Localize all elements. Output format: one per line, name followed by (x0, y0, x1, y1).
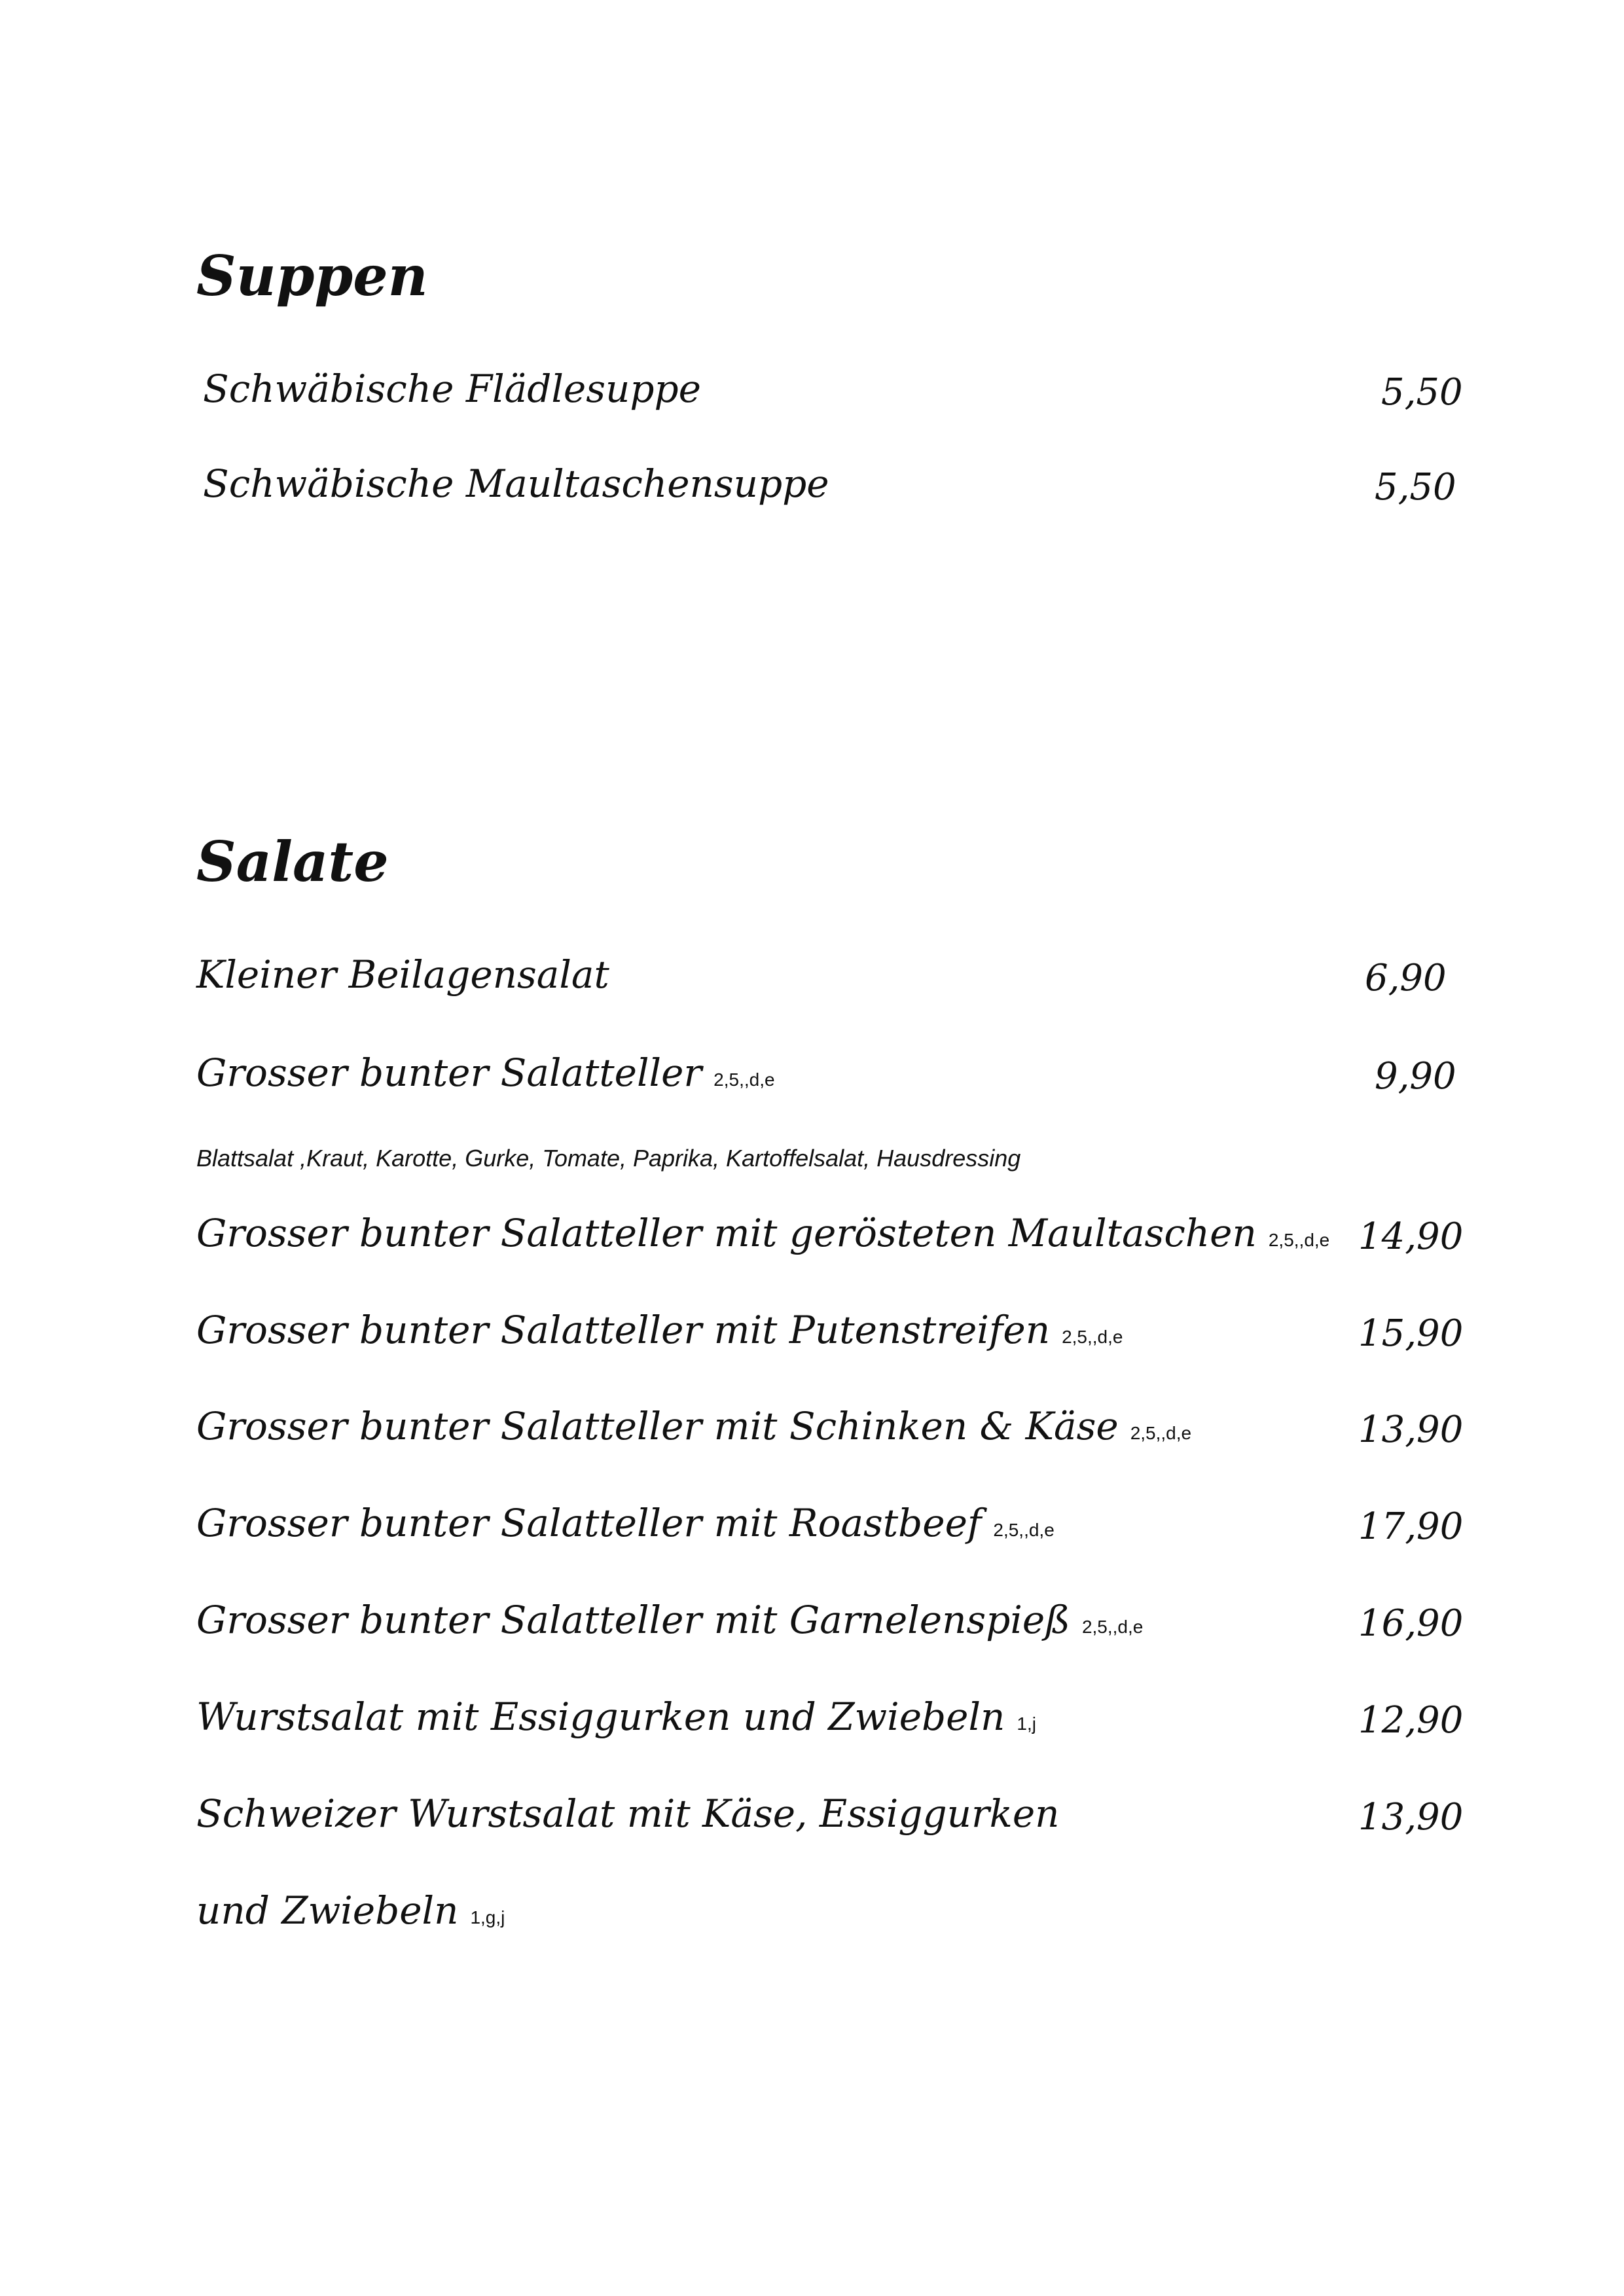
menu-item-label: Grosser bunter Salatteller mit gerösteten Maultaschen (196, 1211, 1257, 1255)
allergen-codes: 1,g,j (470, 1907, 505, 1928)
menu-item-name (196, 1404, 1192, 1448)
menu-item-price: 14,90 (1358, 1215, 1464, 1258)
menu-item-price: 15,90 (1358, 1312, 1464, 1355)
menu-item-price: 5,50 (1381, 371, 1463, 414)
allergen-codes: 2,5,,d,e (1268, 1230, 1330, 1250)
allergen-codes: 2,5,,d,e (1081, 1617, 1144, 1637)
menu-item-name (196, 952, 609, 997)
menu-item-name-continuation (196, 1888, 505, 1933)
menu-item-label: Grosser bunter Salatteller mit Roastbeef (196, 1501, 982, 1545)
menu-item-label: Schweizer Wurstsalat mit Käse, Essiggurken (196, 1791, 1060, 1836)
menu-item-price: 13,90 (1358, 1796, 1464, 1839)
menu-item-name (196, 1501, 1055, 1545)
menu-item-name (196, 1598, 1144, 1642)
menu-item-name (196, 1791, 1060, 1836)
section-heading-suppen: Suppen (196, 243, 428, 308)
menu-item-label: Schwäbische Flädlesuppe (203, 367, 701, 411)
section-heading-salate: Salate (196, 829, 389, 894)
menu-item-price: 6,90 (1365, 957, 1447, 999)
menu-item-name (196, 1050, 775, 1095)
menu-item-name (203, 461, 829, 506)
menu-item-name (196, 1211, 1330, 1255)
allergen-codes: 2,5,,d,e (1130, 1423, 1192, 1443)
menu-item-description: Blattsalat ,Kraut, Karotte, Gurke, Tomate, Paprika, Kartoffelsalat, Hausdressing (196, 1145, 1021, 1172)
menu-item-label: Schwäbische Maultaschensuppe (203, 461, 829, 506)
menu-item-label: Kleiner Beilagensalat (196, 952, 609, 997)
menu-item-price: 16,90 (1358, 1602, 1464, 1645)
menu-item-label: Wurstsalat mit Essiggurken und Zwiebeln (196, 1695, 1005, 1739)
allergen-codes: 2,5,,d,e (1062, 1327, 1123, 1347)
menu-item-price: 12,90 (1358, 1699, 1464, 1742)
menu-item-name (196, 1695, 1036, 1739)
allergen-codes: 1,j (1017, 1713, 1036, 1734)
menu-item-label: Grosser bunter Salatteller mit Garnelenspieß (196, 1598, 1070, 1642)
menu-item-label: und Zwiebeln (196, 1888, 459, 1933)
menu-item-price: 5,50 (1375, 466, 1456, 509)
allergen-codes: 2,5,,d,e (993, 1520, 1055, 1540)
menu-item-label: Grosser bunter Salatteller (196, 1050, 702, 1095)
menu-item-name (196, 1308, 1123, 1352)
menu-item-price: 17,90 (1358, 1505, 1464, 1548)
menu-item-price: 9,90 (1375, 1055, 1456, 1098)
menu-item-label: Grosser bunter Salatteller mit Putenstreifen (196, 1308, 1051, 1352)
menu-item-price: 13,90 (1358, 1408, 1464, 1451)
menu-item-name (203, 367, 701, 411)
allergen-codes: 2,5,,d,e (713, 1069, 775, 1090)
menu-item-label: Grosser bunter Salatteller mit Schinken & Käse (196, 1404, 1119, 1448)
